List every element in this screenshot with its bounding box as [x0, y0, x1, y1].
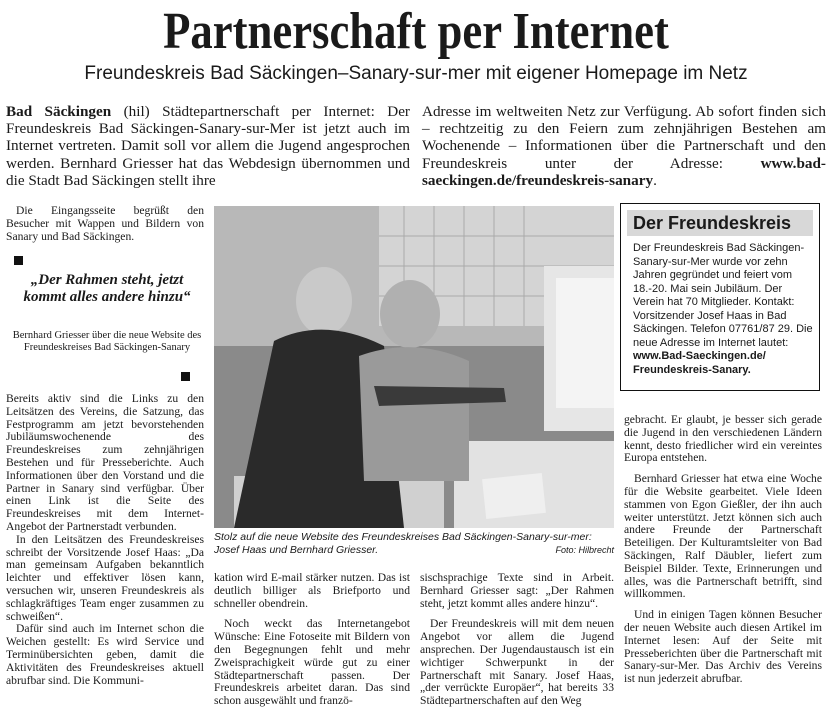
info-box-title: Der Freundeskreis	[627, 210, 813, 236]
photo-credit: Foto: Hilbrecht	[555, 544, 614, 555]
subheadline: Freundeskreis Bad Säckingen–Sanary-sur-mer mit eigener Homepage im Netz	[84, 63, 748, 84]
column-4-body	[624, 414, 822, 686]
headline: Partnerschaft per Internet	[163, 3, 669, 60]
info-box	[620, 203, 820, 391]
info-box-body: Der Freundeskreis Bad Säckingen-Sanary-sur-Mer wurde vor zehn Jahren gegründet und feiert vom 18.-20. Mai sein Jubiläum. Der Verein hat 70 Mitglieder. Kontakt: Vorsitzender Josef Haas in Bad Säckingen. Telefon 07761/87 29. Die neue Adresse im Internet lautet:	[633, 242, 813, 349]
photo-illustration	[214, 206, 614, 528]
column-1-body	[6, 393, 204, 687]
lead-url-end: .	[653, 171, 657, 189]
lead-column-1	[6, 103, 410, 189]
info-box-url[interactable]: www.Bad-Saeckingen.de/ Freundeskreis-Sanary.	[633, 350, 766, 376]
paragraph: Bernhard Griesser hat etwa eine Woche für die Website gearbeitet. Viele Ideen stammen von Egon Gießler, der ihn auch weiter unterstützt. Jetzt können sich auch andere Freunde der Partnerschaft Beteiligen. Der Kulturamtsleiter von Bad Säckingen, Ralf Däubler, liefert zum Beispiel Bilder. Texte, Erinnerungen und alles, was die Partnerschaft betrifft, sind willkommen.	[624, 472, 822, 601]
paragraph: sischsprachige Texte sind in Arbeit. Bernhard Griesser sagt: „Der Rahmen steht, jetzt kommt alles andere hinzu“.	[420, 571, 614, 610]
lead-column-2	[422, 103, 826, 189]
paragraph: In den Leitsätzen des Freundeskreises schreibt der Vorsitzende Josef Haas: „Da man gemeinsam Aufgaben bekanntlich leichter und effektiver lösen kann, versuchen wir, unseren Freundeskreis als schlagkräftiges Team enger zusammen zu schweißen“.	[6, 532, 204, 623]
info-box-text	[633, 242, 813, 377]
paragraph: gebracht. Er glaubt, je besser sich gerade die Jugend in den verschiedenen Ländern kennt, desto friedlicher wird ein vereintes Europa entstehen.	[624, 413, 822, 465]
paragraph: Bereits aktiv sind die Links zu den Leitsätzen des Vereins, die Satzung, das Festprogramm am jetzt bevorstehenden Jubiläumswochenende des Freundeskreises zum zehnjährigen Bestehen und für Presseberichte. Auch Informationen über den Vorstand und die Partner in Sanary sind verfügbar. Über einen Link ist die Seite des Freundeskreises mit dem Internet-Angebot der Partnerstadt verbunden.	[6, 392, 204, 533]
lead-text-2: Adresse im weltweiten Netz zur Verfügung. Ab sofort finden sich – rechtzeitig zu den Feiern zum zehnjährigen Bestehen am Wochenende – Informationen über die Partnerschaft und den Freundeskreis unter der Adresse:	[422, 103, 826, 172]
lead-dateline: Bad Säckingen	[6, 103, 112, 120]
paragraph: Der Freundeskreis will mit dem neuen Angebot vor allem die Jugend ansprechen. Der Jugendaustausch ist ein wichtiger Schwerpunkt in der Partnerschaft mit Sanary. Josef Haas, „der verrückte Europäer“, hat bereits 33 Städtepartnerschaften auf den Weg	[420, 617, 614, 708]
paragraph: Noch weckt das Internetangebot Wünsche: Eine Fotoseite mit Bildern von den Begegnungen fehlt und mehr Zweisprachigkeit würde gut zu einer Städtepartnerschaft passen. Der Freundeskreis arbeitet daran. Das sind schon ausgewählt und franzö-	[214, 617, 410, 708]
column-1-intro	[6, 205, 204, 243]
lead-url[interactable]: www.bad-saeckingen.de/freundeskreis-sanary	[422, 154, 826, 189]
paragraph: Und in einigen Tagen können Besucher der neuen Website auch diesen Artikel im Internet lesen: Auf der Seite mit Presseberichten über die Partnerschaft mit Sanary-sur-Mer. Das Archiv des Vereins ist nun jederzeit abrufbar.	[624, 608, 822, 686]
pull-quote: „Der Rahmen steht, jetzt kommt alles andere hinzu“	[23, 272, 191, 305]
photo-caption-text: Stolz auf die neue Website des Freundeskreises Bad Säckingen-Sanary-sur-mer: Josef Haas und Bernhard Griesser.	[214, 531, 592, 556]
paragraph: kation wird E-mail stärker nutzen. Das ist deutlich billiger als Briefporto und schneller obendrein.	[214, 571, 410, 610]
intro-paragraph: Die Eingangsseite begrüßt den Besucher mit Wappen und Bildern von Sanary und Bad Säckingen.	[6, 204, 204, 243]
column-2-body	[214, 572, 410, 708]
square-bullet-icon	[14, 256, 23, 265]
paragraph: Dafür sind auch im Internet schon die Weichen gestellt: Es wird Service und Terminübersichten geben, damit die Aktivitäten des Freundeskreises aktuell abrufbar sind. Die Kommuni-	[6, 622, 204, 687]
square-bullet-icon	[181, 372, 190, 381]
photo-caption	[214, 531, 614, 556]
lead-text-1: (hil) Städtepartnerschaft per Internet: Der Freundeskreis Bad Säckingen-Sanary-sur-Mer ist jetzt auch im Internet vertreten. Damit soll vor allem die Jugend angesprochen werden. Bernhard Griesser hat das Webdesign übernommen und die Stadt Bad Säckingen stellt ihre	[6, 103, 410, 189]
pull-quote-caption: Bernhard Griesser über die neue Website des Freundeskreises Bad Säckingen-Sanary	[12, 330, 202, 353]
article-photo	[214, 206, 614, 528]
column-3-body	[420, 572, 614, 708]
